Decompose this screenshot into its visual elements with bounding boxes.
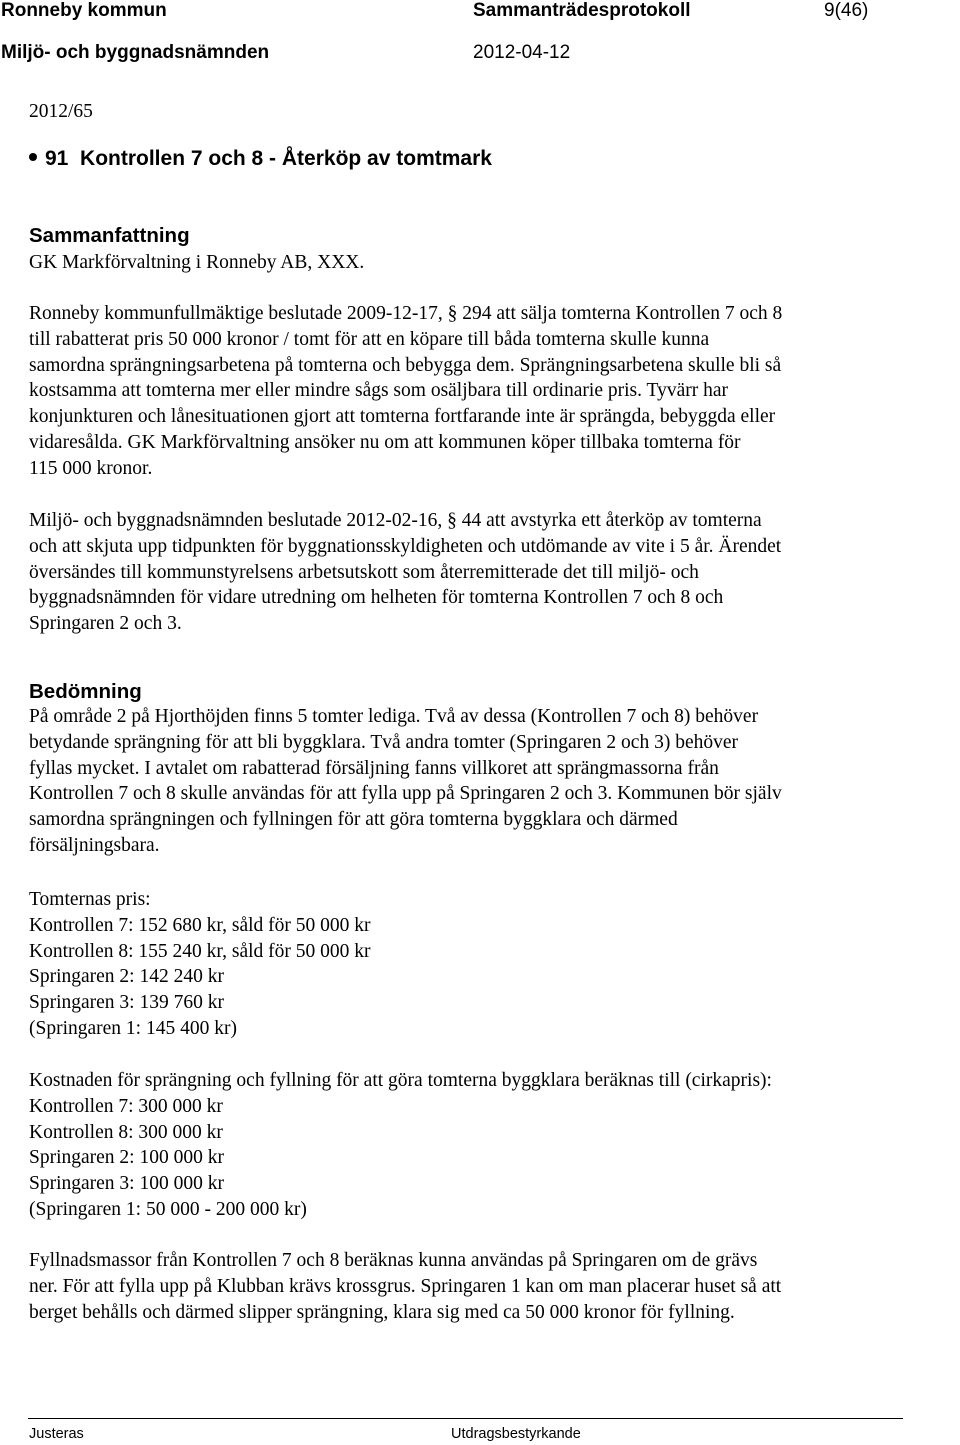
- text-line: Fyllnadsmassor från Kontrollen 7 och 8 beräknas kunna användas på Springaren om de grävs: [29, 1250, 758, 1271]
- text-line: till rabatterat pris 50 000 kronor / tomt för att en köpare till båda tomterna skulle kunna: [29, 328, 710, 350]
- list-item: Kontrollen 8: 300 000 kr: [29, 1121, 223, 1143]
- text-line: berget behålls och därmed slipper sprängning, klara sig med ca 50 000 kronor för fyllning.: [29, 1301, 735, 1323]
- section-title: [29, 147, 492, 171]
- text-line: översändes till kommunstyrelsens arbetsutskott som återremitterade det till miljö- och: [29, 561, 699, 583]
- list-item: Springaren 2: 142 240 kr: [29, 966, 224, 988]
- text-line: kostsamma att tomterna mer eller mindre sågs som osäljbara till ordinarie pris. Tyvärr har: [29, 380, 728, 402]
- fill-paragraph: [29, 1248, 781, 1325]
- text-line: 115 000 kronor.: [29, 457, 153, 479]
- applicant-line: [29, 250, 364, 276]
- text-line: samordna sprängningsarbetena på tomterna och bebygga dem. Sprängningsarbetena skulle bli så: [29, 354, 782, 376]
- case-number: 2012/65: [29, 101, 93, 122]
- footer-justeras: Justeras: [29, 1426, 84, 1442]
- list-item: Kontrollen 7: 300 000 kr: [29, 1095, 223, 1117]
- text-line: fyllas mycket. I avtalet om rabatterad försäljning fanns villkoret att sprängmassorna från: [29, 757, 719, 779]
- text-line: byggnadsnämnden för vidare utredning om helheten för tomterna Kontrollen 7 och 8 och: [29, 587, 724, 609]
- organization-name: Ronneby kommun: [1, 0, 167, 21]
- text-line: betydande sprängning för att bli byggklara. Två andra tomter (Springaren 2 och 3) behöver: [29, 731, 738, 753]
- text-line: Springaren 2 och 3.: [29, 613, 182, 635]
- summary-paragraph-2: [29, 508, 781, 637]
- board-name: Miljö- och byggnadsnämnden: [1, 42, 270, 63]
- section-title-text: Kontrollen 7 och 8 - Återköp av tomtmark: [80, 147, 492, 170]
- meeting-date: 2012-04-12: [473, 42, 571, 63]
- text-line: På område 2 på Hjorthöjden finns 5 tomter lediga. Två av dessa (Kontrollen 7 och 8) behöver: [29, 706, 759, 727]
- text-line: ner. För att fylla upp på Klubban krävs krossgrus. Springaren 1 kan om man placerar huset så att: [29, 1275, 782, 1297]
- text-line: vidaresålda. GK Markförvaltning ansöker nu om att kommunen köper tillbaka tomterna för: [29, 431, 741, 453]
- list-item: Tomternas pris:: [29, 889, 151, 910]
- section-number: 91: [45, 147, 69, 170]
- document-type: Sammanträdesprotokoll: [473, 0, 691, 21]
- text-line: GK Markförvaltning i Ronneby AB, XXX.: [29, 252, 365, 273]
- text-line: samordna sprängningen och fyllningen för att göra tomterna byggklara och därmed: [29, 809, 678, 831]
- summary-paragraph-1: [29, 301, 782, 482]
- page-number: 9(46): [824, 0, 869, 21]
- text-line: och att skjuta upp tidpunkten för byggnationsskyldigheten och utdömande av vite i 5 år. Ärendet: [29, 535, 782, 557]
- bullet-icon: [29, 153, 37, 161]
- text-line: Ronneby kommunfullmäktige beslutade 2009-12-17, § 294 att sälja tomterna Kontrollen 7 och 8: [29, 303, 783, 324]
- text-line: försäljningsbara.: [29, 834, 160, 856]
- text-line: Kontrollen 7 och 8 skulle användas för att fylla upp på Springaren 2 och 3. Kommunen bör själv: [29, 783, 782, 805]
- assessment-paragraph: [29, 704, 782, 859]
- cost-list: [29, 1068, 772, 1223]
- summary-heading: Sammanfattning: [29, 224, 190, 247]
- footer-utdragsbestyrkande: Utdragsbestyrkande: [451, 1426, 581, 1442]
- assessment-heading: Bedömning: [29, 680, 142, 703]
- list-item: Springaren 3: 100 000 kr: [29, 1173, 224, 1195]
- list-item: Springaren 2: 100 000 kr: [29, 1147, 224, 1169]
- list-item: Springaren 3: 139 760 kr: [29, 992, 224, 1014]
- footer-divider: [28, 1418, 903, 1419]
- list-item: Kontrollen 8: 155 240 kr, såld för 50 000 kr: [29, 940, 371, 962]
- text-line: Miljö- och byggnadsnämnden beslutade 2012-02-16, § 44 att avstyrka ett återköp av tomterna: [29, 510, 762, 531]
- list-item: Kostnaden för sprängning och fyllning för att göra tomterna byggklara beräknas till (cirkapris):: [29, 1070, 772, 1091]
- list-item: Kontrollen 7: 152 680 kr, såld för 50 000 kr: [29, 914, 371, 936]
- list-item: (Springaren 1: 50 000 - 200 000 kr): [29, 1198, 307, 1220]
- list-item: (Springaren 1: 145 400 kr): [29, 1017, 237, 1039]
- text-line: konjunkturen och lånesituationen gjort att tomterna fortfarande inte är sprängda, bebyggda eller: [29, 406, 776, 428]
- plot-prices-list: [29, 887, 371, 1042]
